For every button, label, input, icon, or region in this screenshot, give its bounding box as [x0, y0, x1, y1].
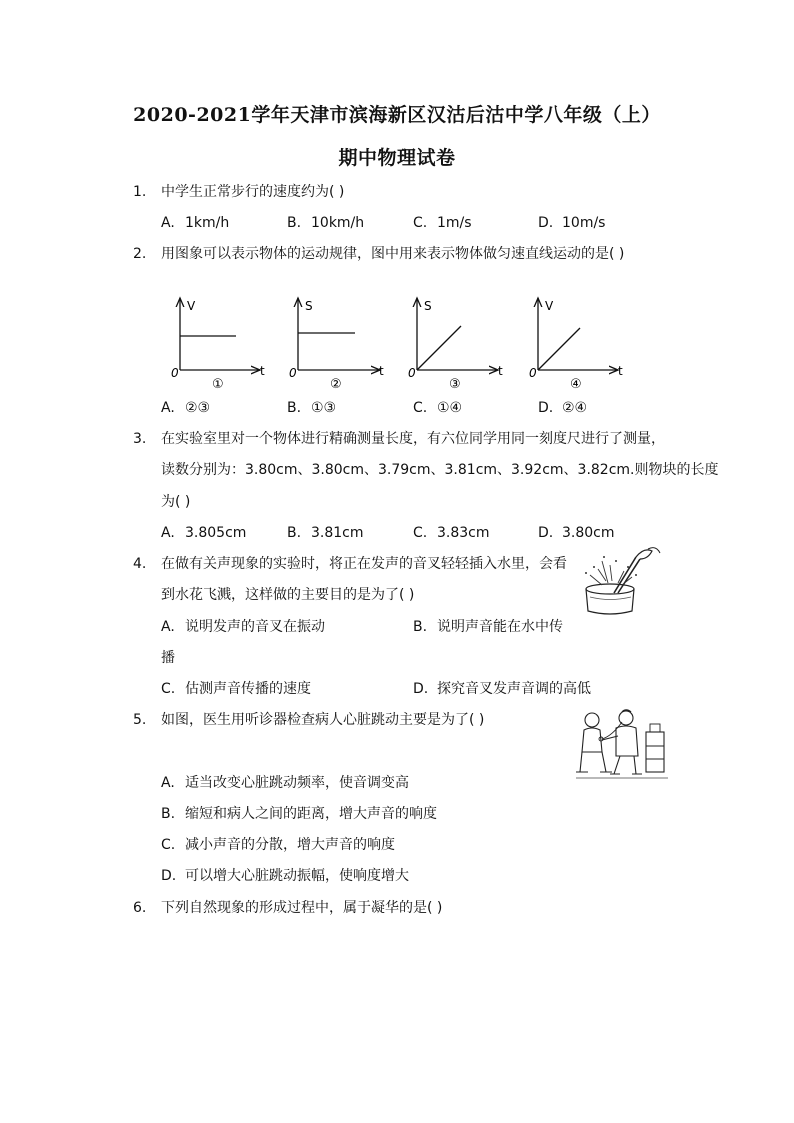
option-b: B. 3.81cm [287, 525, 364, 541]
graph-y-label: S [424, 299, 432, 313]
question-number: 6. [133, 900, 147, 916]
question-stem: 下列自然现象的形成过程中，属于凝华的是( ) [161, 900, 443, 916]
question-stem-line: 到水花飞溅，这样做的主要目的是为了( ) [161, 587, 415, 603]
graph-line [538, 328, 580, 370]
question-number: 2. [133, 246, 147, 262]
question-number: 3. [133, 431, 147, 447]
graph-origin: 0 [289, 366, 297, 380]
question-stem-line: 在实验室里对一个物体进行精确测量长度，有六位同学用同一刻度尺进行了测量， [161, 431, 665, 447]
option-b: B. 10km/h [287, 215, 365, 231]
graph-x-label: t [260, 364, 265, 378]
exam-title-line1: 2020-2021学年天津市滨海新区汉沽后沽中学八年级（上） [133, 104, 661, 126]
graph-origin: 0 [408, 366, 416, 380]
option-c: C. 3.83cm [413, 525, 490, 541]
graph-3 [408, 298, 503, 392]
option-d: D. 10m/s [538, 215, 606, 231]
option-c: C. 1m/s [413, 215, 472, 231]
question-stem-line: 在做有关声现象的实验时，将正在发声的音叉轻轻插入水里，会看 [161, 556, 567, 572]
graph-y-label: V [545, 299, 554, 313]
graph-line [417, 326, 461, 370]
graph-1 [171, 298, 265, 392]
graph-4 [529, 298, 623, 392]
graph-2 [289, 298, 384, 392]
graph-label: ④ [570, 377, 582, 392]
graph-label: ① [212, 377, 224, 392]
exam-title-line2: 期中物理试卷 [338, 147, 456, 169]
option-b-continued: 播 [161, 650, 175, 666]
option-c: C. 估测声音传播的速度 [161, 681, 311, 697]
option-b: B. 缩短和病人之间的距离，增大声音的响度 [161, 806, 437, 822]
graph-x-label: t [498, 364, 503, 378]
option-a: A. 3.805cm [161, 525, 247, 541]
motion-graphs-figure [160, 290, 640, 395]
graph-y-label: V [187, 299, 196, 313]
question-number: 4. [133, 556, 147, 572]
option-c: C. 减小声音的分散，增大声音的响度 [161, 837, 395, 853]
option-b: B. 说明声音能在水中传 [413, 619, 563, 635]
doctor-stethoscope-illustration [576, 706, 668, 782]
question-stem: 中学生正常步行的速度约为( ) [161, 184, 345, 200]
question-stem-line: 读数分别为：3.80cm、3.80cm、3.79cm、3.81cm、3.92cm、3.82cm.则物块的长度 [161, 462, 719, 478]
option-d: D. 探究音叉发声音调的高低 [413, 681, 591, 697]
question-stem: 用图象可以表示物体的运动规律，图中用来表示物体做匀速直线运动的是( ) [161, 246, 625, 262]
graph-x-label: t [618, 364, 623, 378]
option-d: D. 可以增大心脏跳动振幅，使响度增大 [161, 868, 409, 884]
graph-x-label: t [379, 364, 384, 378]
option-a: A. 说明发声的音叉在振动 [161, 619, 325, 635]
option-d: D. 3.80cm [538, 525, 615, 541]
graph-origin: 0 [171, 366, 179, 380]
graph-label: ③ [449, 377, 461, 392]
option-a: A. 适当改变心脏跳动频率，使音调变高 [161, 775, 409, 791]
graph-origin: 0 [529, 366, 537, 380]
option-a: A. ②③ [161, 400, 211, 416]
graph-label: ② [330, 377, 342, 392]
question-stem-line: 为( ) [161, 494, 191, 510]
question-number: 1. [133, 184, 147, 200]
tuning-fork-water-illustration [578, 545, 666, 617]
question-stem: 如图，医生用听诊器检查病人心脏跳动主要是为了( ) [161, 712, 485, 728]
option-c: C. ①④ [413, 400, 463, 416]
option-a: A. 1km/h [161, 215, 230, 231]
option-b: B. ①③ [287, 400, 337, 416]
question-number: 5. [133, 712, 147, 728]
graph-y-label: S [305, 299, 313, 313]
option-d: D. ②④ [538, 400, 588, 416]
